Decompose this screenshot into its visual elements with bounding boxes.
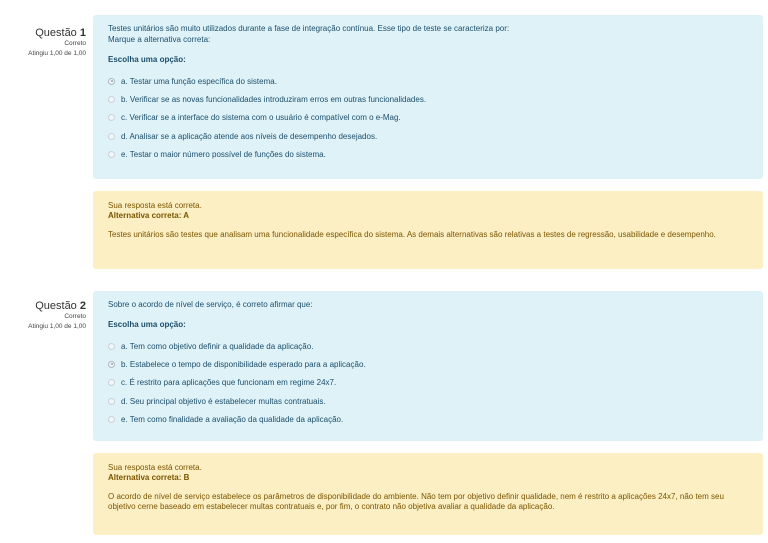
question-formulation (93, 15, 763, 179)
answer-option-label: c. É restrito para aplicações que funcionam em regime 24x7. (121, 378, 337, 388)
question-text-line: Marque a alternativa correta: (108, 35, 211, 44)
answer-option-label: e. Tem como finalidade a avaliação da qualidade da aplicação. (121, 414, 344, 424)
feedback-status: Sua resposta está correta. (108, 201, 202, 210)
answer-options (108, 337, 748, 428)
answer-option-label: b. Verificar se as novas funcionalidades introduziram erros em outras funcionalidades. (121, 94, 427, 104)
radio-button-icon[interactable] (108, 114, 115, 121)
answer-option-e[interactable] (108, 410, 748, 428)
answer-option-label: e. Testar o maior número possível de funções do sistema. (121, 149, 326, 159)
question-state: Correto (64, 313, 86, 320)
question-state: Correto (64, 40, 86, 47)
radio-button-icon[interactable] (108, 343, 115, 350)
radio-button-icon[interactable] (108, 361, 115, 368)
radio-button-icon[interactable] (108, 416, 115, 423)
answer-options (108, 72, 748, 163)
radio-button-icon[interactable] (108, 96, 115, 103)
question-text (108, 23, 748, 45)
answer-option-b[interactable] (108, 90, 748, 108)
question-grade: Atingiu 1,00 de 1,00 (28, 323, 86, 330)
answer-option-a[interactable] (108, 72, 748, 90)
feedback-status: Sua resposta está correta. (108, 463, 202, 472)
answer-option-label: d. Analisar se a aplicação atende aos níveis de desempenho desejados. (121, 131, 378, 141)
question-label: Questão (35, 300, 77, 312)
question-text (108, 299, 748, 310)
question-number-value: 1 (79, 27, 86, 39)
radio-button-icon[interactable] (108, 151, 115, 158)
answer-prompt: Escolha uma opção: (108, 55, 186, 64)
answer-option-label: a. Testar uma função específica do sistema. (121, 76, 277, 86)
question-number (0, 300, 86, 312)
general-feedback: O acordo de nível de serviço estabelece os parâmetros de disponibilidade do ambiente. Não tem por objetivo definir qualidade, nem é restrito a aplicações 24x7, não tem seu objetivo cerne baseado em estabelecer multas contratuais e, por fim, o contrato não objetiva avaliar a qualidade da aplicação. (108, 492, 724, 511)
question-text-line: Testes unitários são muito utilizados durante a fase de integração contínua. Esse tipo de teste se caracteriza por: (108, 24, 510, 33)
answer-option-label: d. Seu principal objetivo é estabelecer multas contratuais. (121, 396, 326, 406)
radio-button-icon[interactable] (108, 78, 115, 85)
question-info (0, 300, 86, 332)
answer-option-d[interactable] (108, 127, 748, 145)
right-answer: Alternativa correta: A (108, 211, 190, 220)
question-feedback (93, 453, 763, 535)
answer-option-d[interactable] (108, 392, 748, 410)
question-number (0, 27, 86, 39)
question-label: Questão (35, 27, 77, 39)
answer-option-label: b. Estabelece o tempo de disponibilidade esperado para a aplicação. (121, 359, 366, 369)
radio-button-icon[interactable] (108, 379, 115, 386)
question-info (0, 27, 86, 59)
answer-option-b[interactable] (108, 355, 748, 373)
radio-button-icon[interactable] (108, 133, 115, 140)
answer-option-e[interactable] (108, 145, 748, 163)
general-feedback: Testes unitários são testes que analisam uma funcionalidade específica do sistema. As demais alternativas são relativas a testes de regressão, usabilidade e desempenho. (108, 230, 716, 239)
right-answer: Alternativa correta: B (108, 473, 190, 482)
radio-button-icon[interactable] (108, 398, 115, 405)
answer-option-c[interactable] (108, 374, 748, 392)
question-feedback (93, 191, 763, 269)
answer-option-label: c. Verificar se a interface do sistema com o usuário é compatível com o e-Mag. (121, 113, 401, 123)
answer-option-a[interactable] (108, 337, 748, 355)
question-formulation (93, 291, 763, 441)
answer-prompt: Escolha uma opção: (108, 320, 186, 329)
answer-option-c[interactable] (108, 109, 748, 127)
question-grade: Atingiu 1,00 de 1,00 (28, 50, 86, 57)
answer-option-label: a. Tem como objetivo definir a qualidade da aplicação. (121, 341, 314, 351)
question-number-value: 2 (79, 300, 86, 312)
question-text-line: Sobre o acordo de nível de serviço, é correto afirmar que: (108, 300, 313, 309)
